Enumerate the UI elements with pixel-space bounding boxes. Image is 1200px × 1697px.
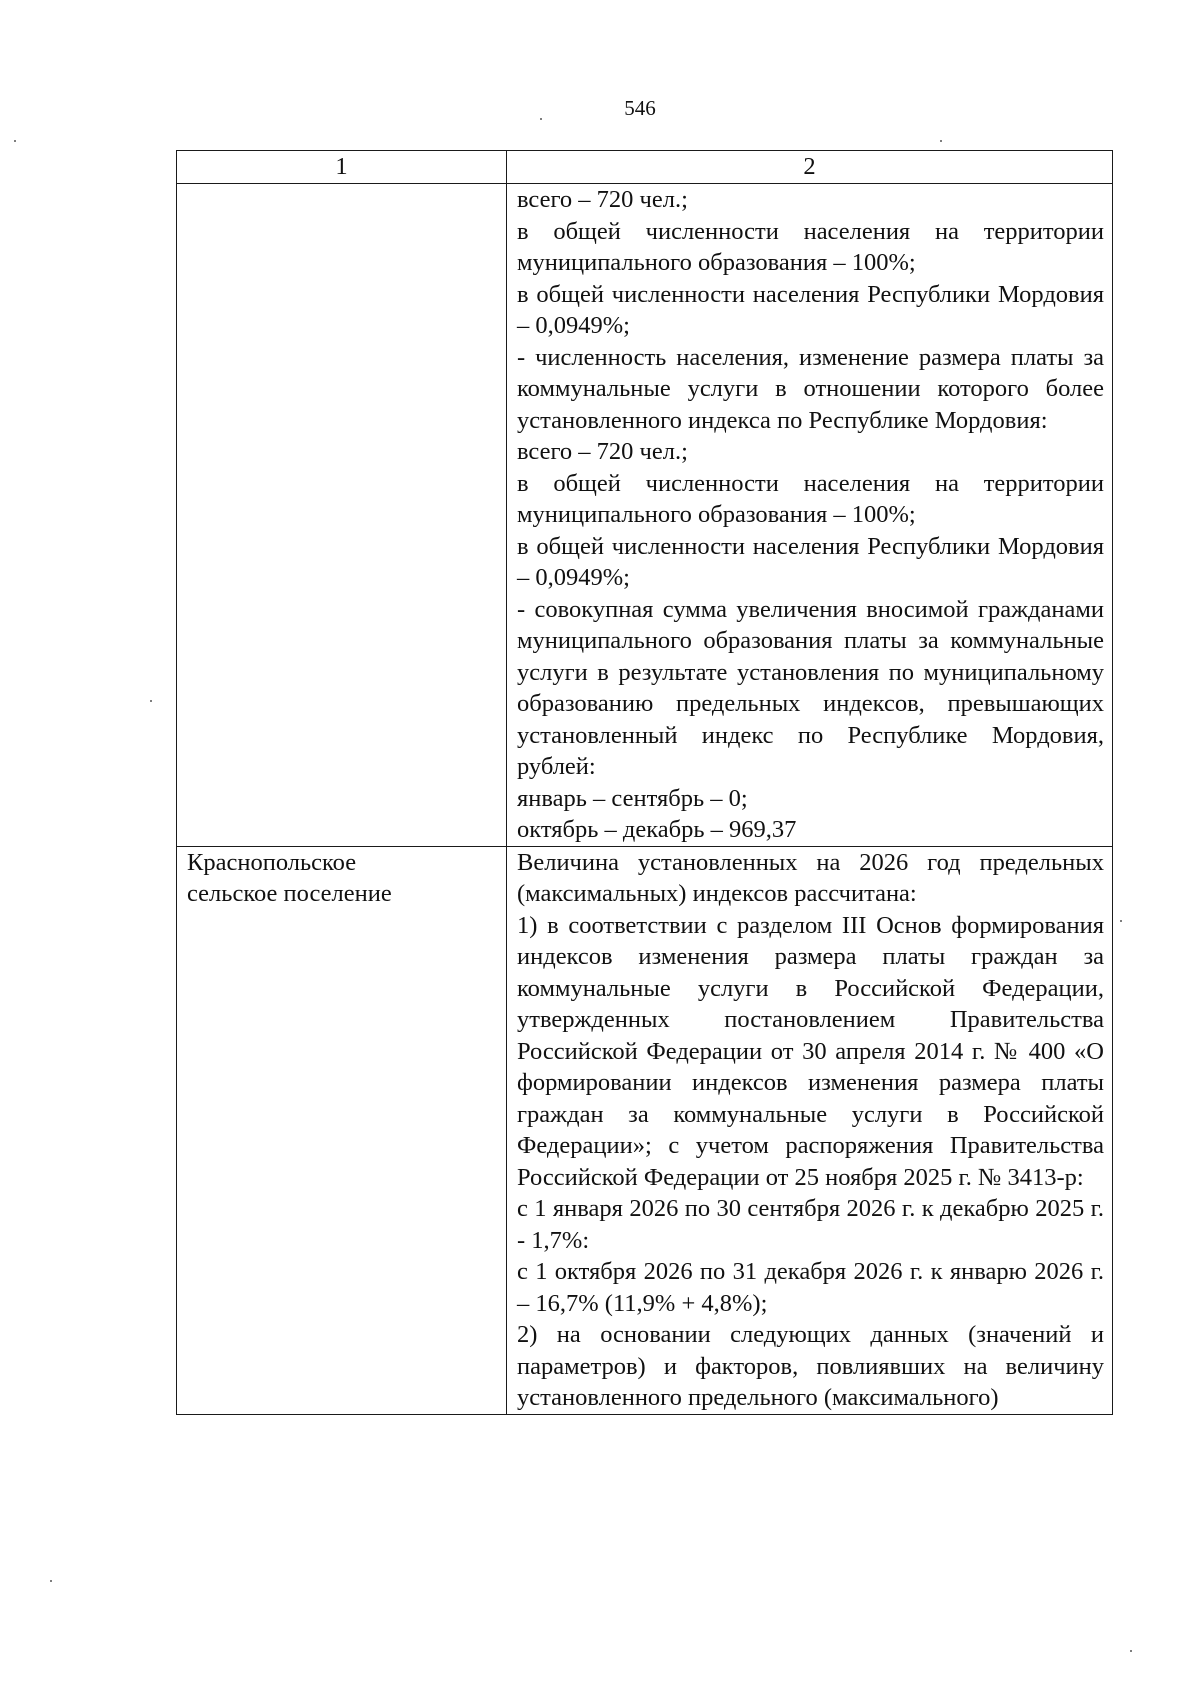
paragraph: с 1 октября 2026 по 31 декабря 2026 г. к январю 2026 г. – 16,7% (11,9% + 4,8%); bbox=[517, 1258, 1104, 1317]
scan-speck bbox=[1130, 1650, 1132, 1652]
scan-speck bbox=[540, 118, 542, 120]
paragraph: всего – 720 чел.; bbox=[517, 186, 688, 213]
paragraph: в общей численности населения Республики Мордовия – 0,0949%; bbox=[517, 532, 1104, 591]
scan-speck bbox=[14, 140, 16, 142]
page-number: 546 bbox=[624, 96, 656, 120]
paragraph: - совокупная сумма увеличения вносимой гражданами муниципального образования платы за коммунальные услуги в результате установления по муниципальному образованию предельных индексов, превышающих установленный индекс по Республике Мордовия, рублей: bbox=[517, 595, 1104, 780]
paragraph: 1) в соответствии с разделом III Основ формирования индексов изменения размера платы граждан за коммунальные услуги в Российской Федерации, утвержденных постановлением Правительства Российской Федерации от 30 апреля 2014 г. № 400 «О формировании индексов изменения размера платы граждан за коммунальные услуги в Российской Федерации»; с учетом распоряжения Правительства Российской Федерации от 25 ноября 2025 г. № 3413-р: bbox=[517, 911, 1104, 1191]
municipality-name-line: сельское поселение bbox=[187, 880, 392, 907]
paragraph: январь – сентябрь – 0; bbox=[517, 784, 748, 812]
paragraph: всего – 720 чел.; bbox=[517, 438, 688, 465]
table-header-row bbox=[177, 151, 1113, 184]
row-2-municipality-cell bbox=[177, 846, 507, 1414]
paragraph: октябрь – декабрь – 969,37 bbox=[517, 816, 797, 843]
row-1-description-cell bbox=[507, 184, 1113, 847]
paragraph: 2) на основании следующих данных (значений и параметров) и факторов, повлиявших на величину установленного предельного (максимального) bbox=[517, 1321, 1104, 1411]
scan-speck bbox=[1120, 920, 1122, 922]
row-2-description-cell bbox=[507, 846, 1113, 1414]
scan-speck bbox=[50, 1580, 52, 1582]
paragraph: в общей численности населения Республики Мордовия – 0,0949%; bbox=[517, 280, 1104, 339]
municipality-name-line: Краснопольское bbox=[187, 848, 357, 876]
document-table bbox=[176, 150, 1113, 1415]
paragraph: Величина установленных на 2026 год предельных (максимальных) индексов рассчитана: bbox=[517, 848, 1104, 907]
scan-speck bbox=[150, 700, 152, 702]
table-row bbox=[177, 184, 1113, 847]
column-header-1: 1 bbox=[177, 151, 507, 184]
row-1-municipality-cell bbox=[177, 184, 507, 847]
paragraph: - численность населения, изменение размера платы за коммунальные услуги в отношении которого более установленного индекса по Республике Мордовия: bbox=[517, 343, 1104, 434]
paragraph: в общей численности населения на территории муниципального образования – 100%; bbox=[517, 217, 1104, 276]
paragraph: в общей численности населения на территории муниципального образования – 100%; bbox=[517, 469, 1104, 528]
paragraph: с 1 января 2026 по 30 сентября 2026 г. к декабрю 2025 г. - 1,7%: bbox=[517, 1195, 1104, 1254]
scan-speck bbox=[940, 140, 942, 142]
column-header-2: 2 bbox=[507, 151, 1113, 184]
table-row bbox=[177, 846, 1113, 1414]
